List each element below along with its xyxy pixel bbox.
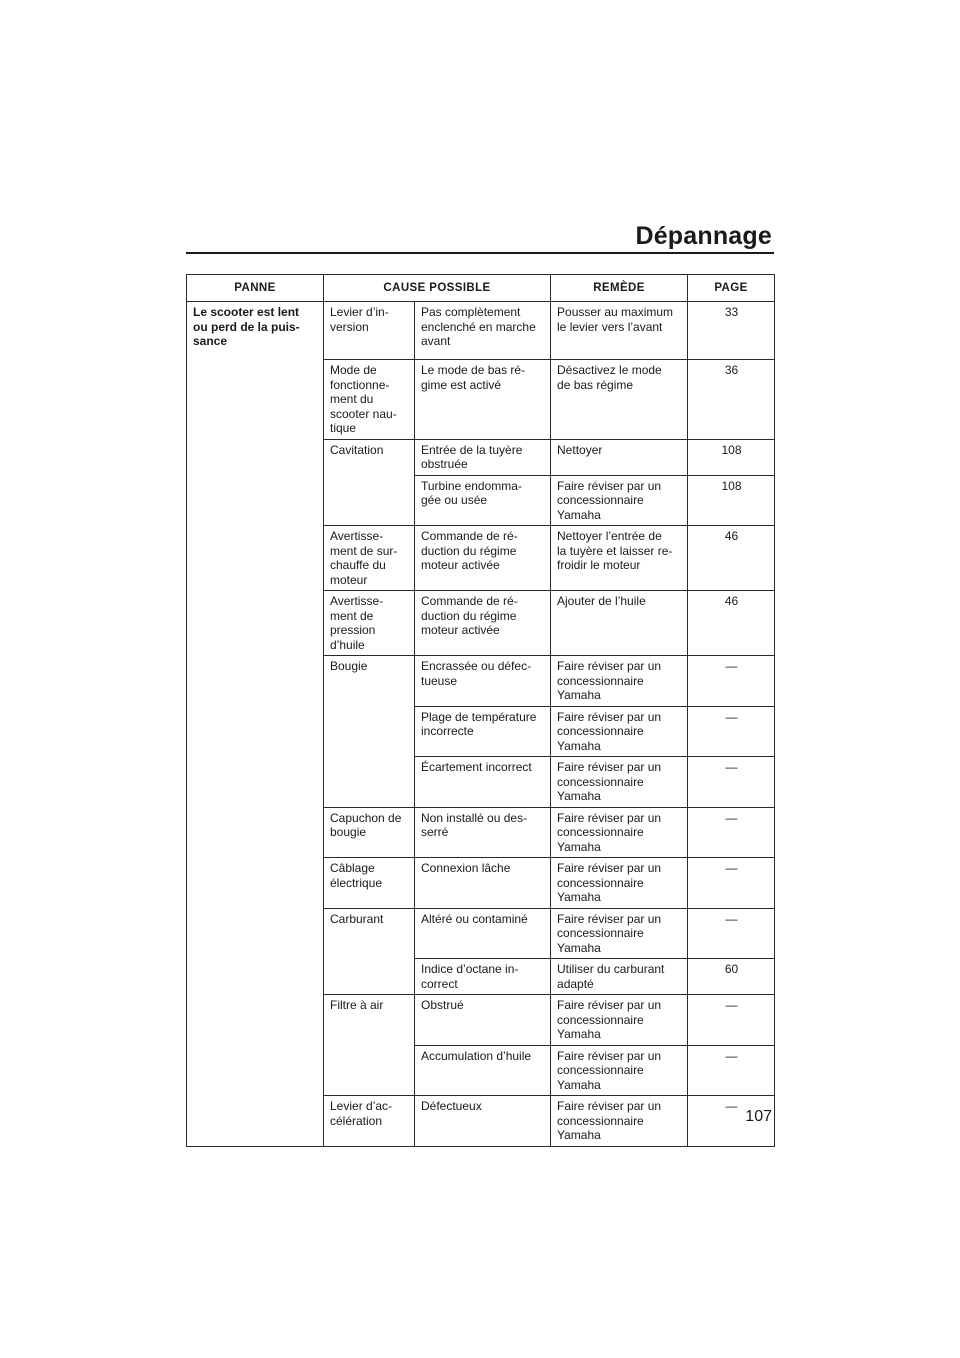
cause-detail-cell: Indice d’octane in- correct: [415, 959, 551, 995]
remede-cell: Faire réviser par un concessionnaire Yamaha: [551, 908, 688, 959]
header-page: PAGE: [688, 275, 775, 302]
cause-cell: Levier d’ac- célération: [324, 1096, 415, 1147]
cause-detail-cell: Non installé ou des- serré: [415, 807, 551, 858]
cause-detail-cell: Commande de ré- duction du régime moteur activée: [415, 526, 551, 591]
page-cell: —: [688, 995, 775, 1046]
remede-cell: Faire réviser par un concessionnaire Yamaha: [551, 858, 688, 909]
troubleshooting-table: [186, 274, 775, 1147]
cause-cell: Levier d’in- version: [324, 302, 415, 360]
panne-cell: Le scooter est lent ou perd de la puis- sance: [187, 302, 324, 1147]
cause-cell: Avertisse- ment de sur- chauffe du moteur: [324, 526, 415, 591]
cause-detail-cell: Défectueux: [415, 1096, 551, 1147]
cause-detail-cell: Obstrué: [415, 995, 551, 1046]
page-number: 107: [745, 1108, 772, 1125]
remede-cell: Faire réviser par un concessionnaire Yamaha: [551, 656, 688, 707]
cause-detail-cell: Écartement incorrect: [415, 757, 551, 808]
page-cell: —: [688, 858, 775, 909]
remede-cell: Faire réviser par un concessionnaire Yamaha: [551, 807, 688, 858]
page-cell: —: [688, 908, 775, 959]
page-cell: 36: [688, 360, 775, 440]
remede-cell: Faire réviser par un concessionnaire Yamaha: [551, 706, 688, 757]
cause-cell: Capuchon de bougie: [324, 807, 415, 858]
page-cell: 60: [688, 959, 775, 995]
table-row: [187, 302, 775, 360]
cause-detail-cell: Accumulation d’huile: [415, 1045, 551, 1096]
page-title: Dépannage: [635, 222, 772, 250]
cause-cell: Câblage électrique: [324, 858, 415, 909]
remede-cell: Désactivez le mode de bas régime: [551, 360, 688, 440]
remede-cell: Nettoyer: [551, 439, 688, 475]
remede-cell: Pousser au maximum le levier vers l’avant: [551, 302, 688, 360]
remede-cell: Faire réviser par un concessionnaire Yamaha: [551, 475, 688, 526]
cause-detail-cell: Entrée de la tuyère obstruée: [415, 439, 551, 475]
page-cell: —: [688, 656, 775, 707]
cause-detail-cell: Connexion lâche: [415, 858, 551, 909]
cause-detail-cell: Commande de ré- duction du régime moteur activée: [415, 591, 551, 656]
cause-cell: Carburant: [324, 908, 415, 995]
remede-cell: Utiliser du carburant adapté: [551, 959, 688, 995]
cause-detail-cell: Le mode de bas ré- gime est activé: [415, 360, 551, 440]
header-remede: REMÈDE: [551, 275, 688, 302]
page-cell: 108: [688, 439, 775, 475]
remede-cell: Faire réviser par un concessionnaire Yamaha: [551, 1096, 688, 1147]
page-cell: —: [688, 1096, 775, 1147]
remede-cell: Faire réviser par un concessionnaire Yamaha: [551, 995, 688, 1046]
page-cell: —: [688, 1045, 775, 1096]
cause-detail-cell: Turbine endomma- gée ou usée: [415, 475, 551, 526]
remede-cell: Faire réviser par un concessionnaire Yamaha: [551, 757, 688, 808]
cause-detail-cell: Plage de température incorrecte: [415, 706, 551, 757]
cause-cell: Cavitation: [324, 439, 415, 526]
page-cell: 33: [688, 302, 775, 360]
cause-detail-cell: Encrassée ou défec- tueuse: [415, 656, 551, 707]
title-rule: [186, 252, 774, 254]
table-header-row: [187, 275, 775, 302]
cause-cell: Filtre à air: [324, 995, 415, 1096]
page-cell: —: [688, 757, 775, 808]
page-cell: —: [688, 807, 775, 858]
cause-detail-cell: Pas complètement enclenché en marche avant: [415, 302, 551, 360]
header-panne: PANNE: [187, 275, 324, 302]
cause-cell: Mode de fonctionne- ment du scooter nau- tique: [324, 360, 415, 440]
cause-cell: Avertisse- ment de pression d’huile: [324, 591, 415, 656]
page-cell: 108: [688, 475, 775, 526]
table-body: [187, 302, 775, 1147]
remede-cell: Nettoyer l’entrée de la tuyère et laisser re- froidir le moteur: [551, 526, 688, 591]
page-cell: —: [688, 706, 775, 757]
page-cell: 46: [688, 591, 775, 656]
header-cause: CAUSE POSSIBLE: [324, 275, 551, 302]
cause-cell: Bougie: [324, 656, 415, 808]
remede-cell: Ajouter de l’huile: [551, 591, 688, 656]
page-cell: 46: [688, 526, 775, 591]
cause-detail-cell: Altéré ou contaminé: [415, 908, 551, 959]
remede-cell: Faire réviser par un concessionnaire Yamaha: [551, 1045, 688, 1096]
